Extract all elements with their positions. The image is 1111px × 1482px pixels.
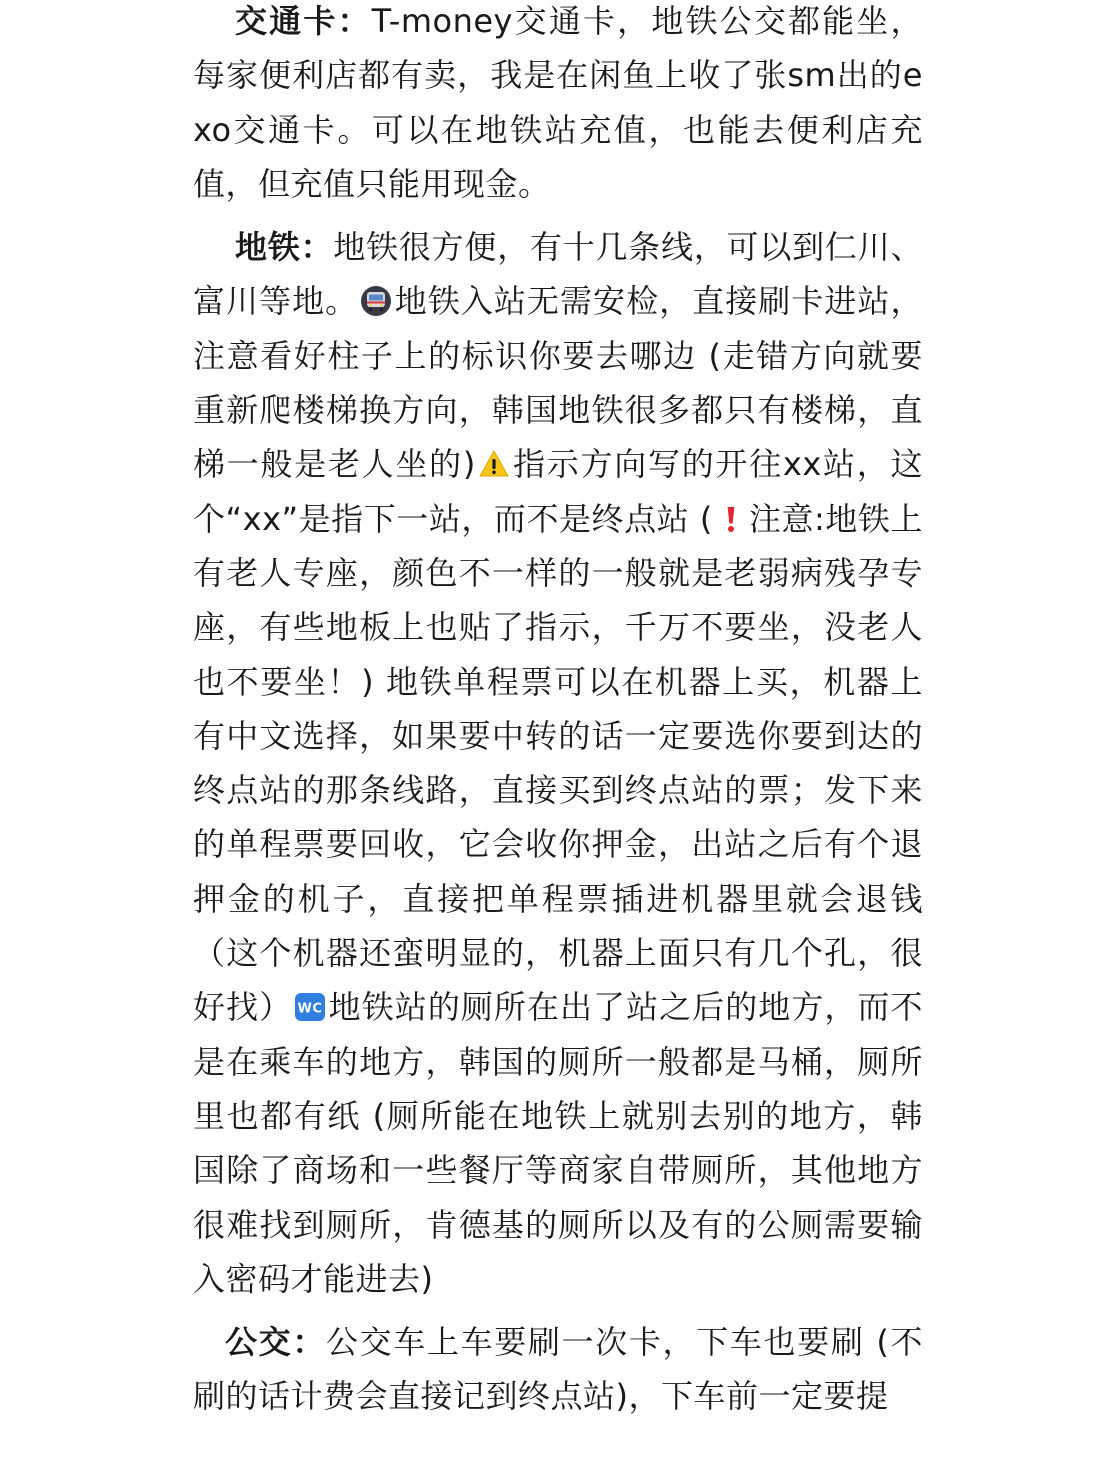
subway-text-5: 地铁站的厕所在出了站之后的地方，而不是在乘车的地方，韩国的厕所一般都是马桶，厕所里也都有纸 (厕所能在地铁上就别去别的地方，韩国除了商场和一些餐厅等商家自带厕所，其他地方很难找到厕所，肯德基的厕所以及有的公厕需要输入密码才能进去) xyxy=(193,988,923,1298)
term-transit-card: 交通卡： xyxy=(235,2,372,40)
subway-text-2: 地铁入站无需安检，直接刷卡进站，注意看好柱子上的标识你要去哪边 (走错方向就要重新爬楼梯换方向，韩国地铁很多都只有楼梯，直梯一般是老人坐的) xyxy=(193,282,923,484)
paragraph-subway xyxy=(193,220,923,1306)
warning-icon xyxy=(478,448,510,480)
metro-train-icon xyxy=(360,285,392,317)
term-subway: 地铁： xyxy=(235,228,334,267)
subway-text-4: 注意:地铁上有老人专座，颜色不一样的一般就是老弱病残孕专座，有些地板上也贴了指示，千万不要坐，没老人也不要坐！) 地铁单程票可以在机器上买，机器上有中文选择，如果要中转的话一定要选你要到达的终点站的那条线路，直接买到终点站的票；发下来的单程票要回收，它会收你押金，出站之后有个退押金的机子，直接把单程票插进机器里就会退钱（这个机器还蛮明显的，机器上面只有几个孔，很好找） xyxy=(193,499,923,1027)
transit-card-text: T-money交通卡，地铁公交都能坐，每家便利店都有卖，我是在闲鱼上收了张sm出的exo交通卡。可以在地铁站充值，也能去便利店充值，但充值只能用现金。 xyxy=(193,2,923,203)
paragraph-transit-card xyxy=(193,0,923,211)
exclamation-icon xyxy=(715,503,747,535)
article-body xyxy=(193,0,923,1424)
bus-text: 公交车上车要刷一次卡，下车也要刷 (不刷的话计费会直接记到终点站)，下车前一定要提 xyxy=(193,1323,923,1416)
wc-icon xyxy=(294,991,326,1023)
subway-text-3: 指示方向写的开往xx站，这个“xx”是指下一站，而不是终点站 ( xyxy=(193,445,923,538)
term-bus: 公交： xyxy=(225,1323,326,1362)
paragraph-bus xyxy=(193,1315,923,1424)
subway-text-1: 地铁很方便，有十几条线，可以到仁川、富川等地。 xyxy=(193,228,923,321)
wc-label: WC xyxy=(297,1001,323,1017)
